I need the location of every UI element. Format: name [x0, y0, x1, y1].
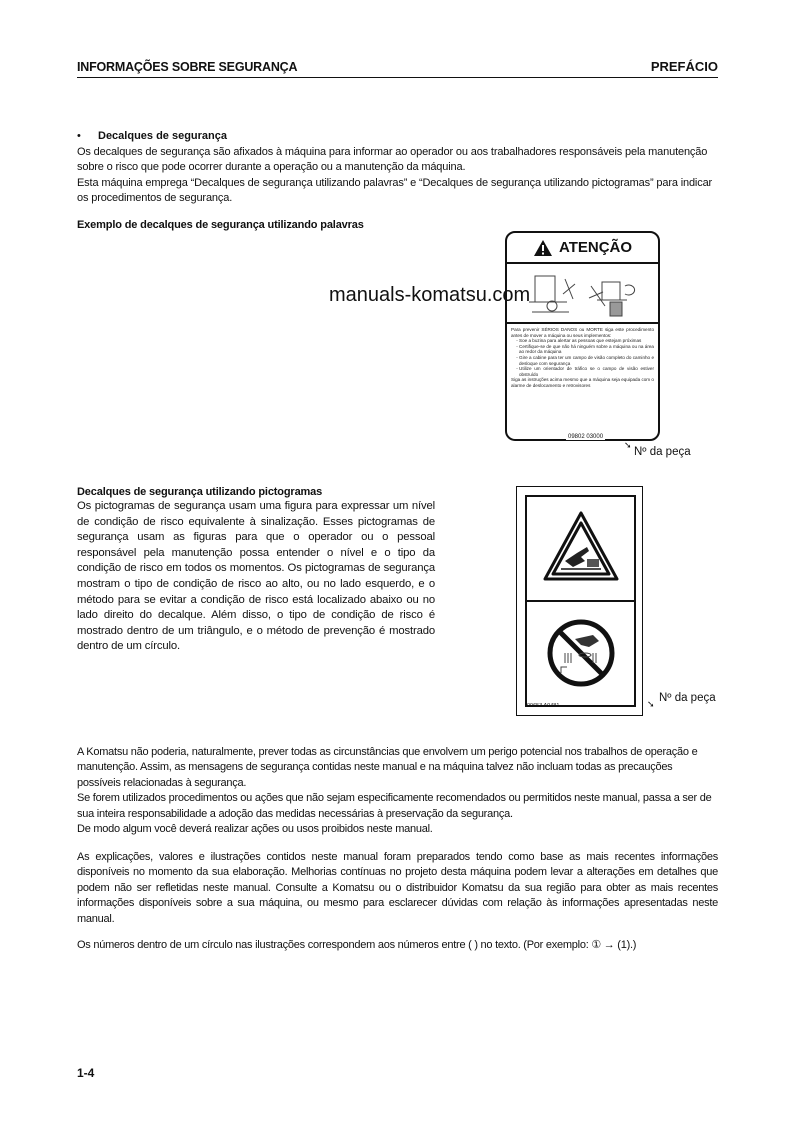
pointer-arrow-icon: ➘	[624, 440, 632, 450]
page-header	[77, 59, 718, 78]
decal-divider	[527, 600, 634, 602]
decal-instruction-list	[511, 338, 654, 377]
no-hand-prohibition-circle-icon	[545, 617, 617, 689]
decal-instruction-item: - Gire a cabine para ter um campo de visão completo do caminho e desloque com segurança	[519, 355, 654, 366]
decal-instruction-item: - Soe a buzina para alertar as pessoas que estejam próximas	[519, 338, 654, 344]
word-safety-decal	[505, 231, 660, 441]
safety-decals-body	[77, 145, 718, 207]
disclaimer-block	[77, 745, 718, 837]
paragraph: A Komatsu não poderia, naturalmente, prever todas as circunstâncias que envolvem um perigo potencial nos trabalhos de operação e manutenção. Assim, as mensagens de segurança contidas neste manual e na máquina talvez não incluam todas as precauções possíveis relacionadas à segurança.	[77, 746, 698, 789]
paragraph: Esta máquina emprega “Decalques de segurança utilizando palavras” e “Decalques de segurança utilizando pictogramas” para indicar os procedimentos de segurança.	[77, 176, 713, 205]
pictogram-part-number: 09653 A0481	[527, 703, 560, 709]
pictogram-section-body: Os pictogramas de segurança usam uma figura para expressar um nível de condição de risco equivalente à sinalização. Esses pictogramas de segurança usam as figuras para que o operador ou o pessoal responsável pela manutenção possa entender o nível e o tipo da condição de risco em todos os momentos. Os pictogramas de segurança mostram o tipo de condição de risco ao alto, ou no lado esquerdo, e o método para se evitar a condição de risco está localizado abaixo ou no lado direito do decalque. Além disso, o tipo de condição de risco é mostrado dentro de um triângulo, e o método de prevenção é mostrado dentro de um círculo.	[77, 500, 435, 653]
decal-instruction-item: - Certifique-se de que não há ninguém sobre a máquina ou na área ao redor da máquina	[519, 344, 654, 355]
numbering-note: Os números dentro de um círculo nas ilustrações correspondem aos números entre ( ) no texto. (Por exemplo: ① → (1).)	[77, 939, 637, 951]
paragraph: De modo algum você deverá realizar ações ou usos proibidos neste manual.	[77, 823, 433, 836]
decal-signal-word: ATENÇÃO	[558, 239, 633, 256]
pointer-arrow-icon: ➘	[647, 699, 655, 709]
section-title: INFORMAÇÕES SOBRE SEGURANÇA	[77, 60, 298, 74]
pictogram-safety-decal	[516, 486, 643, 716]
decal-intro: Para prevenir SÉRIOS DANOS ou MORTE siga este procedimento antes de mover a máquina ou seus implementos:	[511, 327, 654, 338]
decal-signal-header	[507, 233, 658, 264]
part-number-label: Nº da peça	[634, 446, 691, 458]
watermark: manuals-komatsu.com	[329, 284, 531, 306]
safety-decals-title: Decalques de segurança	[98, 130, 228, 142]
decal-instruction-item: - Utilize um orientador de tráfico se o campo de visão estiver obstruído	[519, 366, 654, 377]
bullet-icon: •	[77, 130, 81, 142]
hand-crush-hazard-triangle-icon	[543, 511, 619, 583]
decal-outro: Siga as instruções acima mesmo que a máquina seja equipada com o alarme de deslocamento e retrovisores	[511, 377, 654, 388]
safety-decals-heading	[77, 130, 227, 142]
decal-part-number: 09802 03000	[568, 434, 604, 440]
word-example-title: Exemplo de decalques de segurança utilizando palavras	[77, 219, 364, 231]
warning-triangle-icon	[533, 239, 553, 257]
chapter-title: PREFÁCIO	[650, 59, 718, 74]
paragraph: Se forem utilizados procedimentos ou ações que não sejam especificamente recomendados ou permitidos neste manual, passa a ser de sua inteira responsabilidade a adoção das medidas necessárias à preservação da segurança.	[77, 792, 712, 820]
decal-instructions	[507, 324, 658, 392]
page-number: 1-4	[77, 1066, 95, 1080]
part-number-label: Nº da peça	[659, 692, 716, 704]
updates-paragraph: As explicações, valores e ilustrações contidos neste manual foram preparados tendo como base as mais recentes informações disponíveis no momento da sua elaboração. Melhorias contínuas no projeto desta máquina podem levar a alterações em detalhes que podem não ser refletidas neste manual. Consulte a Komatsu ou o distribuidor Komatsu da sua região para obter as mais recentes informações disponíveis sobre a sua máquina, ou mesmo para esclarecer dúvidas com relação às informações apresentadas neste manual.	[77, 851, 718, 925]
paragraph: Os decalques de segurança são afixados à máquina para informar ao operador ou aos trabalhadores responsáveis pela manutenção sobre o risco que pode ocorrer durante a operação ou a manutenção da máquina.	[77, 146, 708, 174]
pictogram-section-title: Decalques de segurança utilizando pictogramas	[77, 486, 323, 498]
